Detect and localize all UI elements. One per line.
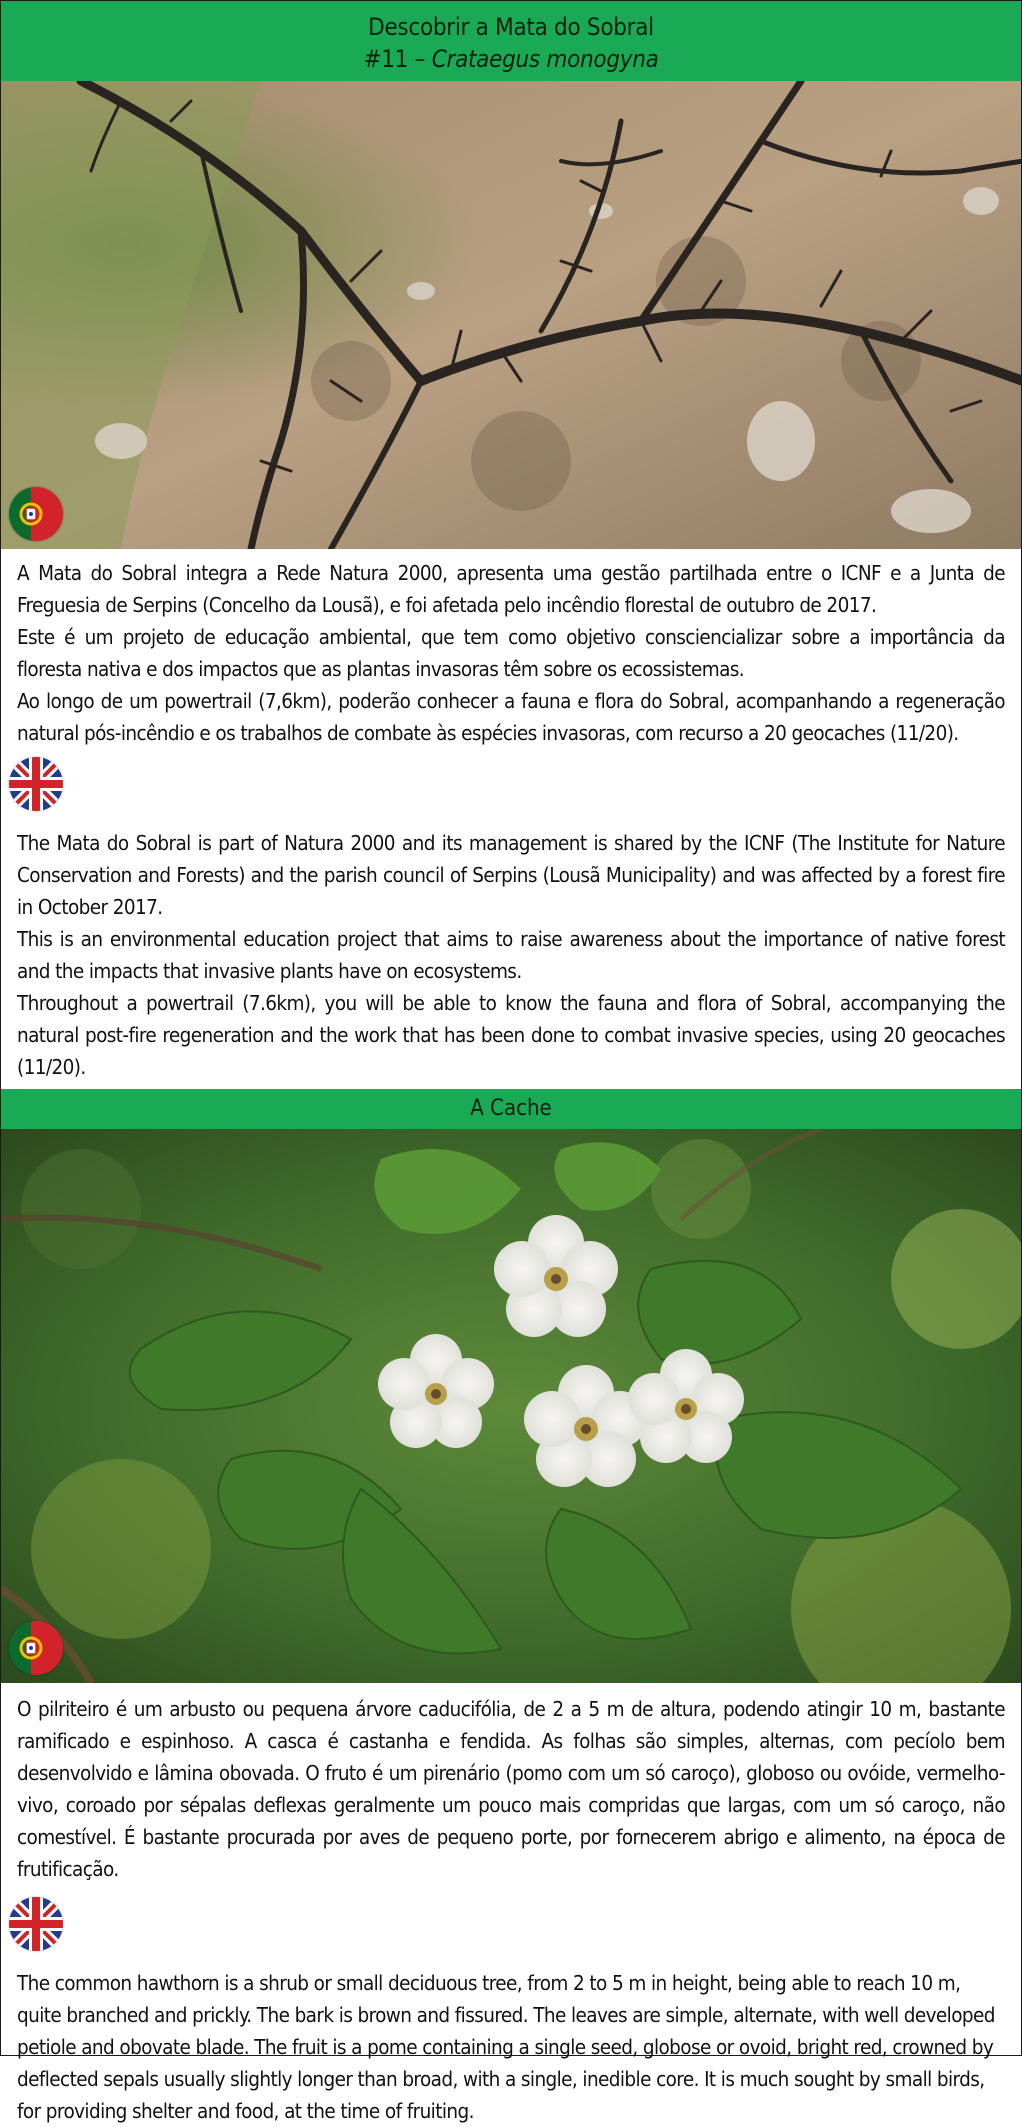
portugal-flag-icon [9, 1621, 63, 1675]
uk-flag-icon [9, 1897, 63, 1951]
portugal-flag-icon [9, 487, 63, 541]
intro-pt-paragraph: Ao longo de um powertrail (7,6km), poderão conhecer a fauna e flora do Sobral, acompanhando a regeneração natural pós-incêndio e os trabalhos de combate às espécies invasoras, com recurso a 20 geocaches (11/20). [17, 689, 1005, 745]
page-title: Descobrir a Mata do Sobral [368, 13, 654, 41]
uk-flag-row [1, 749, 1021, 815]
hawthorn-flowers-photo [1, 1129, 1021, 1683]
intro-en-paragraph: The Mata do Sobral is part of Natura 2000 and its management is shared by the ICNF (The Institute for Nature Conservation and Forests) and the parish council of Serpins (Lousã Municipality) and was affected by a forest fire in October 2017. [17, 831, 1005, 919]
intro-portuguese [1, 549, 1021, 749]
intro-english [1, 815, 1021, 1083]
cache-number: #11 – [363, 45, 432, 73]
intro-en-paragraph: Throughout a powertrail (7.6km), you will be able to know the fauna and flora of Sobral, accompanying the natural post-fire regeneration and the work that has been done to combat invasive species, using 20 geocaches (11/20). [17, 991, 1005, 1079]
species-pt-paragraph: O pilriteiro é um arbusto ou pequena árvore caducifólia, de 2 a 5 m de altura, podendo atingir 10 m, bastante ramificado e espinhoso. A casca é castanha e fendida. As folhas são simples, alternas, com pecíolo bem desenvolvido e lâmina obovada. O fruto é um pirenário (pomo com um só caroço), globoso ou ovóide, vermelho-vivo, coroado por sépalas deflexas geralmente um pouco mais compridas que largas, com um só caroço, não comestível. É bastante procurada por aves de pequeno porte, por fornecerem abrigo e alimento, na época de frutificação. [17, 1697, 1005, 1881]
species-english [1, 1955, 1021, 2127]
uk-flag-row [1, 1885, 1021, 1955]
uk-flag-icon [9, 757, 63, 811]
intro-pt-paragraph: Este é um projeto de educação ambiental, que tem como objetivo consciencializar sobre a importância da floresta nativa e dos impactos que as plantas invasoras têm sobre os ecossistemas. [17, 625, 1005, 681]
intro-en-paragraph: This is an environmental education project that aims to raise awareness about the importance of native forest and the impacts that invasive plants have on ecosystems. [17, 927, 1005, 983]
species-portuguese [1, 1683, 1021, 1885]
page-subtitle [1, 43, 1021, 75]
species-en-paragraph: The common hawthorn is a shrub or small deciduous tree, from 2 to 5 m in height, being able to reach 10 m, quite branched and prickly. The bark is brown and fissured. The leaves are simple, alternate, with well developed petiole and obovate blade. The fruit is a pome containing a single seed, globose or ovoid, bright red, crowned by deflected sepals usually slightly longer than broad, with a single, inedible core. It is much sought by small birds, for providing shelter and food, at the time of fruiting. [17, 1971, 995, 2123]
thorny-branch-photo [1, 81, 1021, 549]
page-header [1, 1, 1021, 81]
intro-pt-paragraph: A Mata do Sobral integra a Rede Natura 2000, apresenta uma gestão partilhada entre o ICNF e a Junta de Freguesia de Serpins (Concelho da Lousã), e foi afetada pelo incêndio florestal de outubro de 2017. [17, 561, 1005, 617]
section-title-cache: A Cache [1, 1089, 1021, 1129]
species-name: Crataegus monogyna [431, 45, 659, 73]
